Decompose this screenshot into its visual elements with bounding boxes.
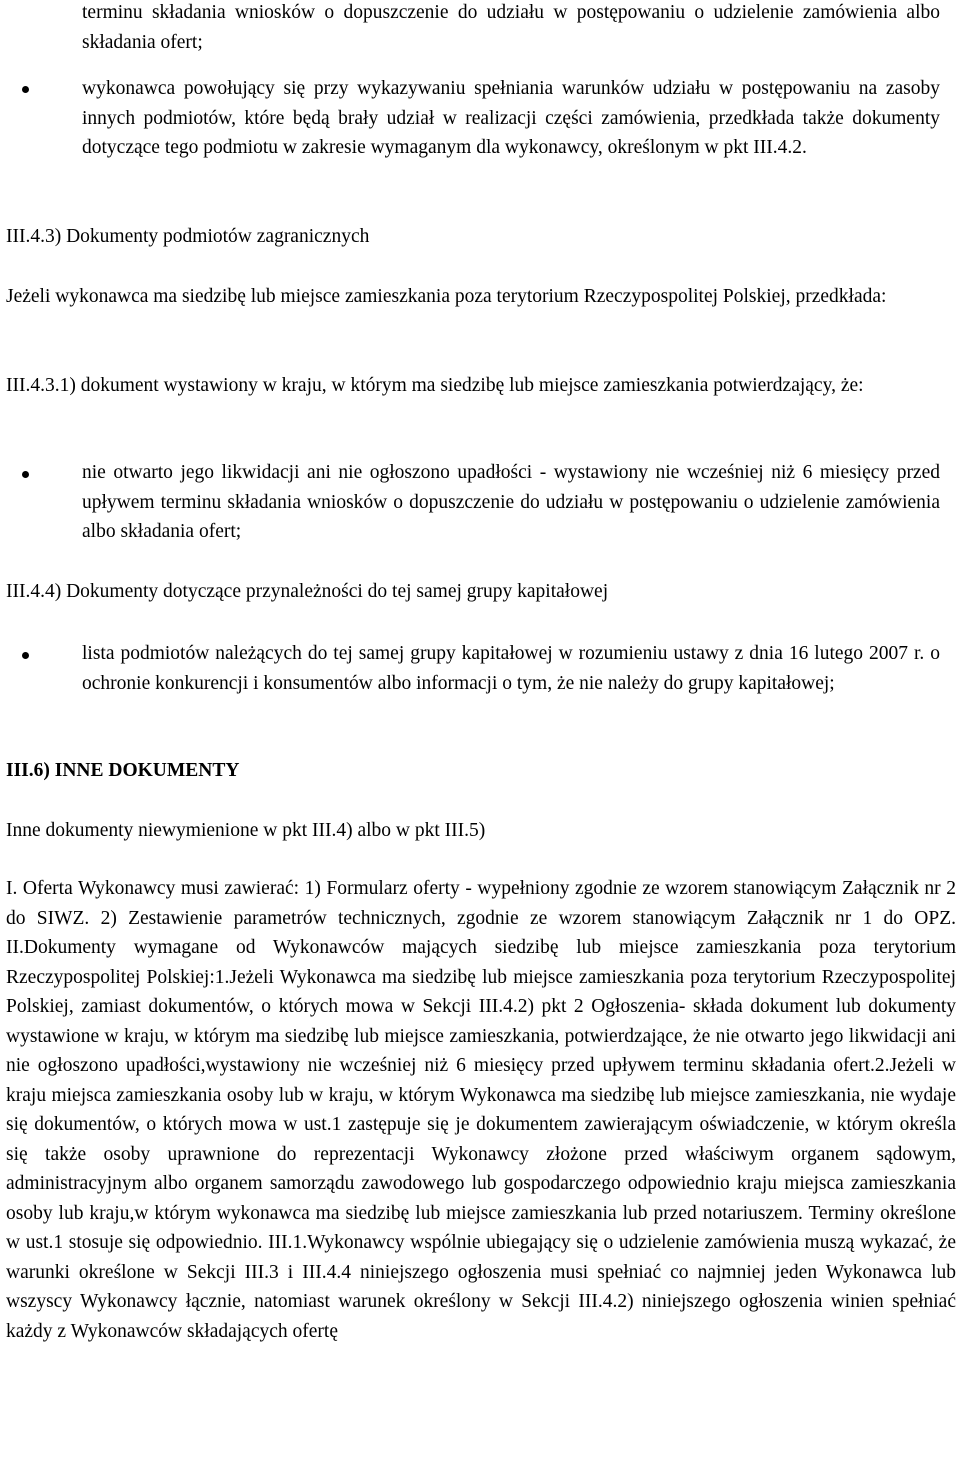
bullet-point-icon [22,471,29,478]
bullet-point-icon [22,86,29,93]
paragraph-foreign-entities: Jeżeli wykonawca ma siedzibę lub miejsce zamieszkania poza terytorium Rzeczypospolitej Polskiej, przedkłada: [6,286,887,307]
bullet-point-icon [22,652,29,659]
bullet-text-liquidation: nie otwarto jego likwidacji ani nie ogłoszono upadłości - wystawiony nie wcześniej niż 6 miesięcy przed upływem terminu składania wniosków o dopuszczenie do udziału w postępowaniu o udzielenie zamówienia albo składania ofert; [82,462,940,542]
section-heading-4-3-1: III.4.3.1) dokument wystawiony w kraju, w którym ma siedzibę lub miejsce zamieszkania potwierdzający, że: [6,375,864,396]
section-heading-6: III.6) INNE DOKUMENTY [6,760,240,781]
section-heading-4-3: III.4.3) Dokumenty podmiotów zagranicznych [6,226,370,247]
bullet-text-resources: wykonawca powołujący się przy wykazywaniu spełniania warunków udziału w postępowaniu na zasoby innych podmiotów, które będą brały udział w realizacji części zamówienia, przedkłada także dokumenty dotyczące tego podmiotu w zakresie wymaganym dla wykonawcy, określonym w pkt III.4.2. [82,78,940,158]
section-heading-4-4: III.4.4) Dokumenty dotyczące przynależności do tej samej grupy kapitałowej [6,581,609,602]
paragraph-other-documents: Inne dokumenty niewymienione w pkt III.4) albo w pkt III.5) [6,820,486,841]
paragraph-offer-requirements: I. Oferta Wykonawcy musi zawierać: 1) Formularz oferty - wypełniony zgodnie ze wzorem stanowiącym Załącznik nr 2 do SIWZ. 2) Zestawienie parametrów technicznych, zgodnie ze wzorem stanowiącym Załącznik nr 1 do OPZ. II.Dokumenty wymagane od Wykonawców mających siedzibę lub miejsce zamieszkania poza terytorium Rzeczypospolitej Polskiej:1.Jeżeli Wykonawca ma siedzibę lub miejsce zamieszkania poza terytorium Rzeczypospolitej Polskiej, zamiast dokumentów, o których mowa w Sekcji III.4.2) pkt 2 Ogłoszenia- składa dokument lub dokumenty wystawione w kraju, w którym ma siedzibę lub miejsce zamieszkania, potwierdzające, że nie otwarto jego likwidacji ani nie ogłoszono upadłości,wystawiony nie wcześniej niż 6 miesięcy przed upływem terminu składania ofert.2.Jeżeli w kraju miejsca zamieszkania osoby lub w kraju, w którym Wykonawca ma siedzibę lub miejsce zamieszkania, nie wydaje się dokumentów, o których mowa w ust.1 zastępuje się je dokumentem zawierającym oświadczenie, w którym określa się także osoby uprawnione do reprezentacji Wykonawcy złożone przed właściwym organem sądowym, administracyjnym albo organem samorządu zawodowego lub gospodarczego odpowiednio kraju miejsca zamieszkania osoby lub kraju,w którym wykonawca ma siedzibę lub miejsce zamieszkania lub przed notariuszem. Terminy określone w ust.1 stosuje się odpowiednio. III.1.Wykonawcy wspólnie ubiegający się o udzielenie zamówienia muszą wykazać, że warunki określone w Sekcji III.3 i III.4.4 niniejszego ogłoszenia musi spełniać co najmniej jeden Wykonawca lub wszyscy Wykonawcy łącznie, natomiast warunek określony w Sekcji III.4.2) niniejszego ogłoszenia winien spełniać każdy z Wykonawców składających ofertę [6,878,956,1342]
bullet-continuation-text: terminu składania wniosków o dopuszczenie do udziału w postępowaniu o udzielenie zamówienia albo składania ofert; [82,2,940,53]
bullet-text-capital-group: lista podmiotów należących do tej samej grupy kapitałowej w rozumieniu ustawy z dnia 16 lutego 2007 r. o ochronie konkurencji i konsumentów albo informacji o tym, że nie należy do grupy kapitałowej; [82,643,940,694]
